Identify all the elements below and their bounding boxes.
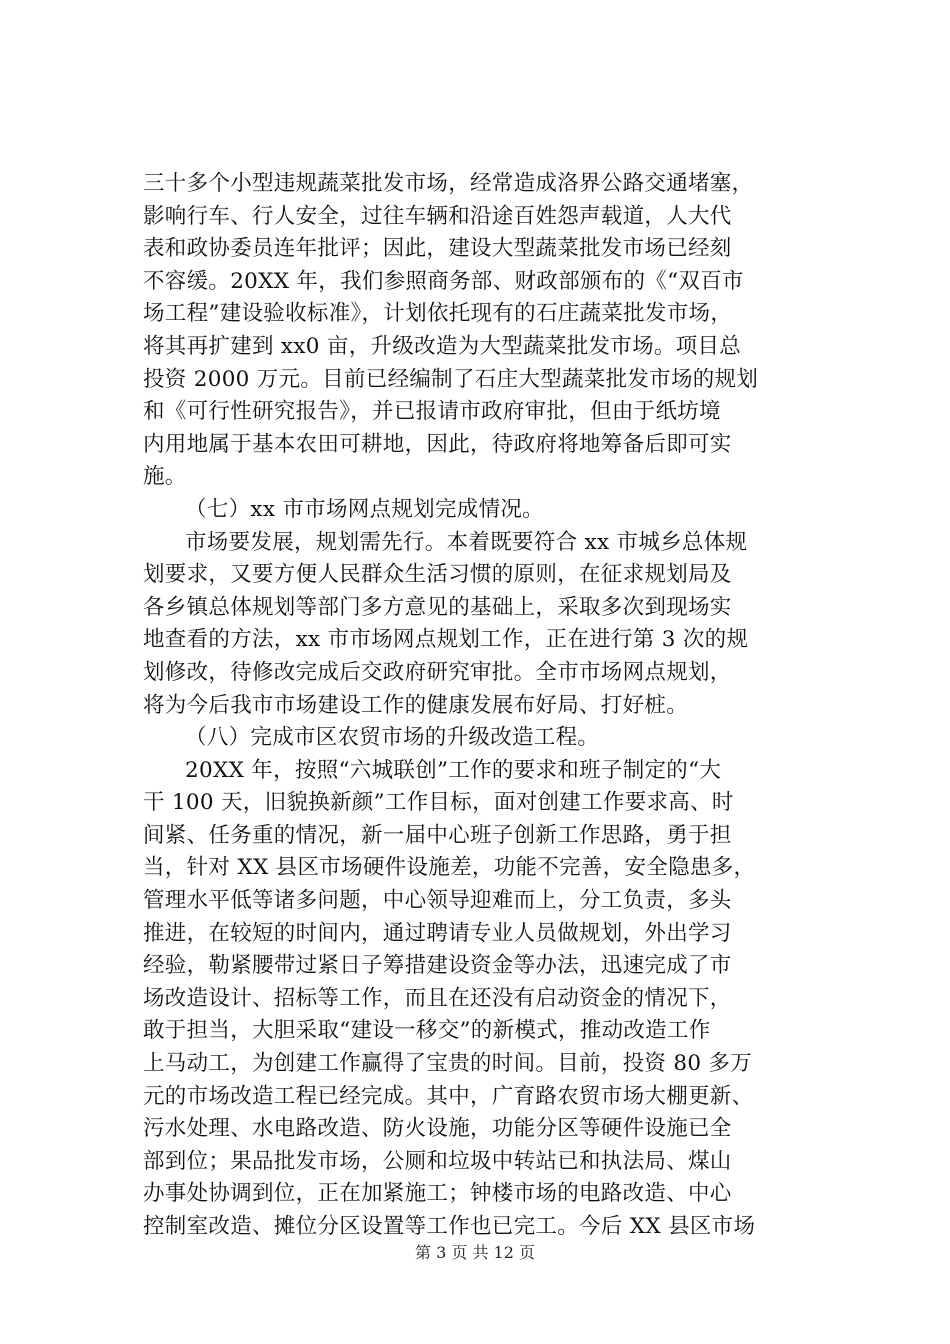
text-line: 干 100 天，旧貌换新颜”工作目标，面对创建工作要求高、时	[143, 790, 734, 816]
text-line: 将为今后我市市场建设工作的健康发展布好局、打好桩。	[143, 692, 689, 718]
text-line: 污水处理、水电路改造、防火设施，功能分区等硬件设施已全	[143, 1116, 732, 1142]
text-line: 控制室改造、摊位分区设置等工作也已完工。今后 XX 县区市场	[143, 1214, 756, 1239]
text-line: （八）完成市区农贸市场的升级改造工程。	[185, 725, 600, 751]
text-line: 管理水平低等诸多问题，中心领导迎难而上，分工负责，多头	[143, 888, 732, 914]
text-line: 办事处协调到位，正在加紧施工；钟楼市场的电路改造、中心	[143, 1181, 732, 1207]
text-line: 20XX 年，按照“六城联创”工作的要求和班子制定的“大	[185, 757, 722, 783]
text-line: 地查看的方法，xx 市市场网点规划工作，正在进行第 3 次的规	[143, 627, 749, 653]
text-line: 不容缓。20XX 年，我们参照商务部、财政部颁布的《“双百市	[143, 268, 744, 294]
text-line: 划要求，又要方便人民群众生活习惯的原则，在征求规划局及	[143, 562, 732, 588]
text-line: 各乡镇总体规划等部门多方意见的基础上，采取多次到现场实	[143, 594, 732, 620]
text-line: 将其再扩建到 xx0 亩，升级改造为大型蔬菜批发市场。项目总	[143, 333, 742, 359]
text-line: 和《可行性研究报告》，并已报请市政府审批，但由于纸坊境	[143, 399, 721, 425]
text-line: 表和政协委员连年批评；因此，建设大型蔬菜批发市场已经刻	[143, 236, 732, 262]
text-line: 间紧、任务重的情况，新一届中心班子创新工作思路，勇于担	[143, 822, 732, 848]
text-line: 场工程”建设验收标准》，计划依托现有的石庄蔬菜批发市场，	[143, 301, 733, 327]
text-line: 市场要发展，规划需先行。本着既要符合 xx 市城乡总体规	[185, 529, 748, 555]
text-line: 当，针对 XX 县区市场硬件设施差，功能不完善，安全隐患多，	[143, 855, 756, 881]
text-line: 三十多个小型违规蔬菜批发市场，经常造成洛界公路交通堵塞，	[143, 171, 754, 196]
text-line: 划修改，待修改完成后交政府研究审批。全市市场网点规划，	[143, 659, 732, 685]
text-line: 部到位；果品批发市场，公厕和垃圾中转站已和执法局、煤山	[143, 1148, 732, 1174]
text-line: 影响行车、行人安全，过往车辆和沿途百姓怨声载道，人大代	[143, 203, 732, 229]
text-line: 内用地属于基本农田可耕地，因此，待政府将地筹备后即可实	[143, 431, 732, 457]
text-line: 元的市场改造工程已经完成。其中，广育路农贸市场大棚更新、	[143, 1083, 754, 1109]
text-line: 经验，勒紧腰带过紧日子筹措建设资金等办法，迅速完成了市	[143, 953, 732, 979]
text-line: （七）xx 市市场网点规划完成情况。	[185, 496, 544, 522]
text-line: 场改造设计、招标等工作，而且在还没有启动资金的情况下，	[143, 985, 732, 1011]
document-body	[143, 168, 863, 1244]
text-line: 施。	[143, 464, 187, 490]
text-line: 敢于担当，大胆采取“建设一移交”的新模式，推动改造工作	[143, 1018, 711, 1044]
text-line: 上马动工，为创建工作赢得了宝贵的时间。目前，投资 80 多万	[143, 1051, 753, 1077]
text-line: 投资 2000 万元。目前已经编制了石庄大型蔬菜批发市场的规划	[143, 366, 759, 392]
text-line: 推进，在较短的时间内，通过聘请专业人员做规划，外出学习	[143, 920, 732, 946]
page-footer: 第 3 页 共 12 页	[415, 1243, 535, 1262]
